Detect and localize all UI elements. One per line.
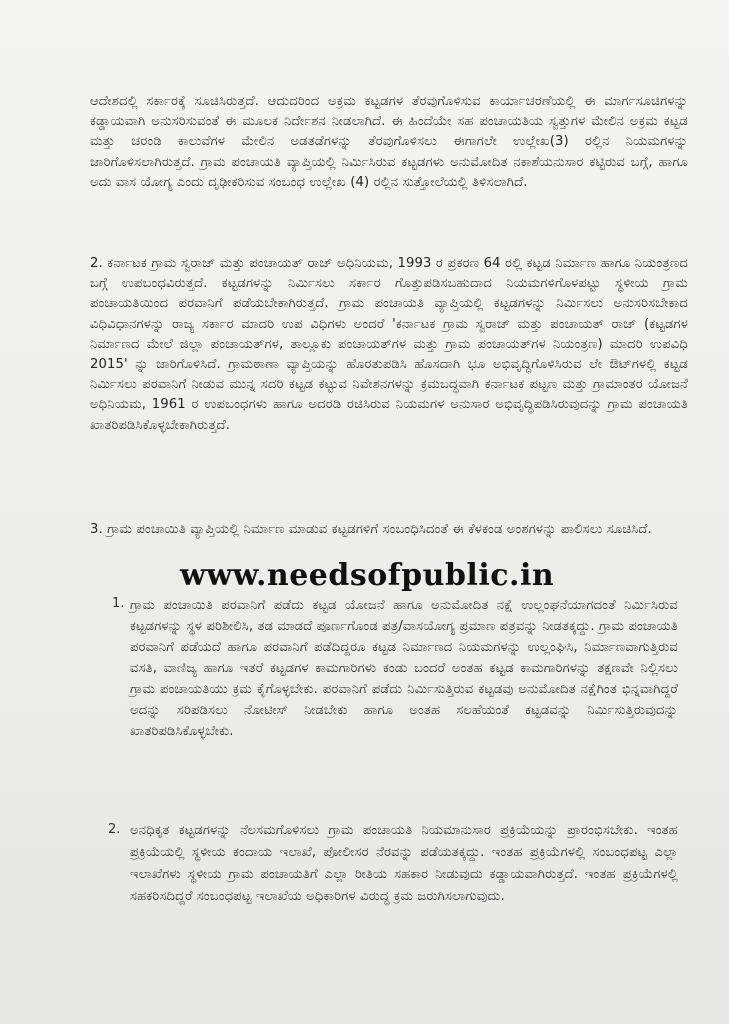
list-item-2: ಅನಧಿಕೃತ ಕಟ್ಟಡಗಳನ್ನು ನೆಲಸಮಗೊಳಿಸಲು ಗ್ರಾಮ ಪಂಚಾಯತಿ ನಿಯಮಾನುಸಾರ ಪ್ರಕ್ರಿಯೆಯನ್ನು ಪ್ರಾರಂಭಿಸಬೇಕು. ಇಂತಹ ಪ್ರಕ್ರಿಯೆಯಲ್ಲಿ ಸ್ಥಳೀಯ ಕಂದಾಯ ಇಲಾಖೆ, ಪೋಲೀಸರ ನೆರವನ್ನು ಪಡೆಯತಕ್ಕದ್ದು. ಇಂತಹ ಪ್ರಕ್ರಿಯೆಗಳಲ್ಲಿ ಸಂಬಂಧಪಟ್ಟ ಎಲ್ಲಾ ಇಲಾಖೆಗಳು ಸ್ಥಳೀಯ ಗ್ರಾಮ ಪಂಚಾಯತಿಗೆ ಎಲ್ಲಾ ರೀತಿಯ ಸಹಕಾರ ನೀಡುವುದು ಕಡ್ಡಾಯವಾಗಿರುತ್ತದೆ. ಇಂತಹ ಪ್ರಕ್ರಿಯೆಗಳಲ್ಲಿ ಸಹಕರಿಸದಿದ್ದರೆ ಸಂಬಂಧಪಟ್ಟ ಇಲಾಖೆಯ ಅಧಿಕಾರಿಗಳ ವಿರುದ್ಧ ಕ್ರಮ ಜರುಗಿಸಲಾಗುವುದು. [130, 823, 678, 904]
paragraph-1: ಆದೇಶದಲ್ಲಿ ಸರ್ಕಾರಕ್ಕೆ ಸೂಚಿಸಿರುತ್ತದೆ. ಆದುದರಿಂದ ಅಕ್ರಮ ಕಟ್ಟಡಗಳ ತೆರವುಗೊಳಿಸುವ ಕಾರ್ಯಾಚರಣೆಯಲ್ಲಿ ಈ ಮಾರ್ಗಸೂಚಿಗಳನ್ನು ಕಡ್ಡಾಯವಾಗಿ ಅನುಸರಿಸುವಂತೆ ಈ ಮೂಲಕ ನಿರ್ದೇಶನ ನೀಡಲಾಗಿದೆ. ಈ ಹಿಂದೆಯೇ ಸಹ ಪಂಚಾಯತಿಯ ಸ್ವತ್ತುಗಳ ಮೇಲಿನ ಅಕ್ರಮ ಕಟ್ಟಡ ಮತ್ತು ಚರಂಡಿ ಕಾಲುವೆಗಳ ಮೇಲಿನ ಅಡತಡೆಗಳನ್ನು ತೆರವುಗೊಳಿಸಲು ಈಗಾಗಲೇ ಉಲ್ಲೇಖ(3) ರಲ್ಲಿನ ನಿಯಮಗಳನ್ನು ಜಾರಿಗೊಳಿಸಲಾಗಿರುತ್ತದೆ. ಗ್ರಾಮ ಪಂಚಾಯತಿ ವ್ಯಾಪ್ತಿಯಲ್ಲಿ ನಿರ್ಮಿಸಿರುವ ಕಟ್ಟಡಗಳು ಅನುಮೋದಿತ ನಕಾಶೆಯನುಸಾರ ಕಟ್ಟಿರುವ ಬಗ್ಗೆ, ಹಾಗೂ ಅದು ವಾಸ ಯೋಗ್ಯ ಎಂದು ದೃಢೀಕರಿಸುವ ಸಂಬಂಧ ಉಲ್ಲೇಖ (4) ರಲ್ಲಿನ ಸುತ್ತೋಲೆಯಲ್ಲಿ ತಿಳಿಸಲಾಗಿದೆ. [90, 94, 688, 190]
paragraph-2: 2. ಕರ್ನಾಟಕ ಗ್ರಾಮ ಸ್ವರಾಜ್ ಮತ್ತು ಪಂಚಾಯತ್ ರಾಜ್ ಅಧಿನಿಯಮ, 1993 ರ ಪ್ರಕರಣ 64 ರಲ್ಲಿ ಕಟ್ಟಡ ನಿರ್ಮಾಣ ಹಾಗೂ ನಿಯಂತ್ರಣದ ಬಗ್ಗೆ ಉಪಬಂಧವಿರುತ್ತದೆ. ಕಟ್ಟಡಗಳನ್ನು ನಿರ್ಮಿಸಲು ಸರ್ಕಾರ ಗೊತ್ತುಪಡಿಸಬಹುದಾದ ನಿಯಮಗಳಿಗೊಳಪಟ್ಟು ಸ್ಥಳೀಯ ಗ್ರಾಮ ಪಂಚಾಯತಿಯಿಂದ ಪರವಾನಿಗೆ ಪಡೆಯಬೇಕಾಗಿರುತ್ತದೆ. ಗ್ರಾಮ ಪಂಚಾಯತಿ ವ್ಯಾಪ್ತಿಯಲ್ಲಿ ಕಟ್ಟಡಗಳನ್ನು ನಿರ್ಮಿಸಲು ಅನುಸರಿಸಬೇಕಾದ ವಿಧಿವಿಧಾನಗಳನ್ನು ರಾಜ್ಯ ಸರ್ಕಾರ ಮಾದರಿ ಉಪ ವಿಧಿಗಳು ಅಂದರೆ 'ಕರ್ನಾಟಕ ಗ್ರಾಮ ಸ್ವರಾಜ್ ಮತ್ತು ಪಂಚಾಯತ್ ರಾಜ್ (ಕಟ್ಟಡಗಳ ನಿರ್ಮಾಣದ ಮೇಲೆ ಜಿಲ್ಲಾ ಪಂಚಾಯತ್‌ಗಳ, ತಾಲ್ಲೂಕು ಪಂಚಾಯತ್‌ಗಳ ಮತ್ತು ಗ್ರಾಮ ಪಂಚಾಯತ್‌ಗಳ ನಿಯಂತ್ರಣ) ಮಾದರಿ ಉಪವಿಧಿ 2015' ನ್ನು ಜಾರಿಗೊಳಿಸಿದೆ. ಗ್ರಾಮಠಾಣಾ ವ್ಯಾಪ್ತಿಯನ್ನು ಹೊರತುಪಡಿಸಿ ಹೊಸದಾಗಿ ಭೂ ಅಭಿವೃದ್ಧಿಗೊಳಿಸಿರುವ ಲೇ ಔಟ್‌ಗಳಲ್ಲಿ ಕಟ್ಟಡ ನಿರ್ಮಿಸಲು ಪರವಾನಿಗೆ ನೀಡುವ ಮುನ್ನ ಸದರಿ ಕಟ್ಟಡ ಕಟ್ಟುವ ನಿವೇಶನಗಳನ್ನು ಕ್ರಮಬದ್ಧವಾಗಿ ಕರ್ನಾಟಕ ಪಟ್ಟಣ ಮತ್ತು ಗ್ರಾಮಾಂತರ ಯೋಜನೆ ಅಧಿನಿಯಮ, 1961 ರ ಉಪಬಂಧಗಳು ಹಾಗೂ ಅದರಡಿ ರಚಿಸಿರುವ ನಿಯಮಗಳ ಅನುಸಾರ ಅಭಿವೃದ್ಧಿಪಡಿಸಿರುವುದನ್ನು ಗ್ರಾಮ ಪಂಚಾಯತಿ ಖಾತರಿಪಡಿಸಿಕೊಳ್ಳಬೇಕಾಗಿರುತ್ತದೆ. [90, 256, 688, 433]
watermark-url: www.needsofpublic.in [180, 558, 555, 593]
list-item-number-1: 1. [112, 596, 125, 611]
paragraph-3: 3. ಗ್ರಾಮ ಪಂಚಾಯಿತಿ ವ್ಯಾಪ್ತಿಯಲ್ಲಿ ನಿರ್ಮಾಣ ಮಾಡುವ ಕಟ್ಟಡಗಳಿಗೆ ಸಂಬಂಧಿಸಿದಂತೆ ಈ ಕೆಳಕಂಡ ಅಂಶಗಳನ್ನು ಪಾಲಿಸಲು ಸೂಚಿಸಿದೆ. [90, 522, 652, 537]
list-item-1: ಗ್ರಾಮ ಪಂಚಾಯಿತಿ ಪರವಾನಿಗೆ ಪಡೆದು ಕಟ್ಟಡ ಯೋಜನೆ ಹಾಗೂ ಅನುಮೋದಿತ ನಕ್ಷೆ ಉಲ್ಲಂಘನೆಯಾಗದಂತೆ ನಿರ್ಮಿಸಿರುವ ಕಟ್ಟಡಗಳನ್ನು ಸ್ಥಳ ಪರಿಶೀಲಿಸಿ, ತಡ ಮಾಡದೆ ಪೂರ್ಣಗೊಂಡ ಪತ್ರ/ವಾಸಯೋಗ್ಯ ಪ್ರಮಾಣ ಪತ್ರವನ್ನು ನೀಡತಕ್ಕದ್ದು. ಗ್ರಾಮ ಪಂಚಾಯತಿ ಪರವಾನಿಗೆ ಪಡೆಯದೆ ಹಾಗೂ ಪರವಾನಿಗೆ ಪಡೆದಿದ್ದರೂ ಕಟ್ಟಡ ನಿರ್ಮಾಣದ ನಿಯಮಗಳನ್ನು ಉಲ್ಲಂಘಿಸಿ, ನಿರ್ಮಾಣವಾಗುತ್ತಿರುವ ವಸತಿ, ವಾಣಿಜ್ಯ ಹಾಗೂ ಇತರೆ ಕಟ್ಟಡಗಳ ಕಾಮಗಾರಿಗಳು ಕಂಡು ಬಂದರೆ ಅಂತಹ ಕಟ್ಟಡ ಕಾಮಗಾರಿಗಳನ್ನು ತಕ್ಷಣವೇ ನಿಲ್ಲಿಸಲು ಗ್ರಾಮ ಪಂಚಾಯತಿಯು ಕ್ರಮ ಕೈಗೊಳ್ಳಬೇಕು. ಪರವಾನಿಗೆ ಪಡೆದು ನಿರ್ಮಿಸುತ್ತಿರುವ ಕಟ್ಟಡವು ಅನುಮೋದಿತ ನಕ್ಷೆಗಿಂತ ಭಿನ್ನವಾಗಿದ್ದರೆ ಅದನ್ನು ಸರಿಪಡಿಸಲು ನೋಟೀಸ್ ನೀಡಬೇಕು ಹಾಗೂ ಅಂತಹ ಸಲಹೆಯಂತೆ ಕಟ್ಟಡವನ್ನು ನಿರ್ಮಿಸುತ್ತಿರುವುದನ್ನು ಖಾತರಿಪಡಿಸಿಕೊಳ್ಳಬೇಕು. [130, 598, 678, 739]
list-item-number-2: 2. [108, 822, 121, 837]
